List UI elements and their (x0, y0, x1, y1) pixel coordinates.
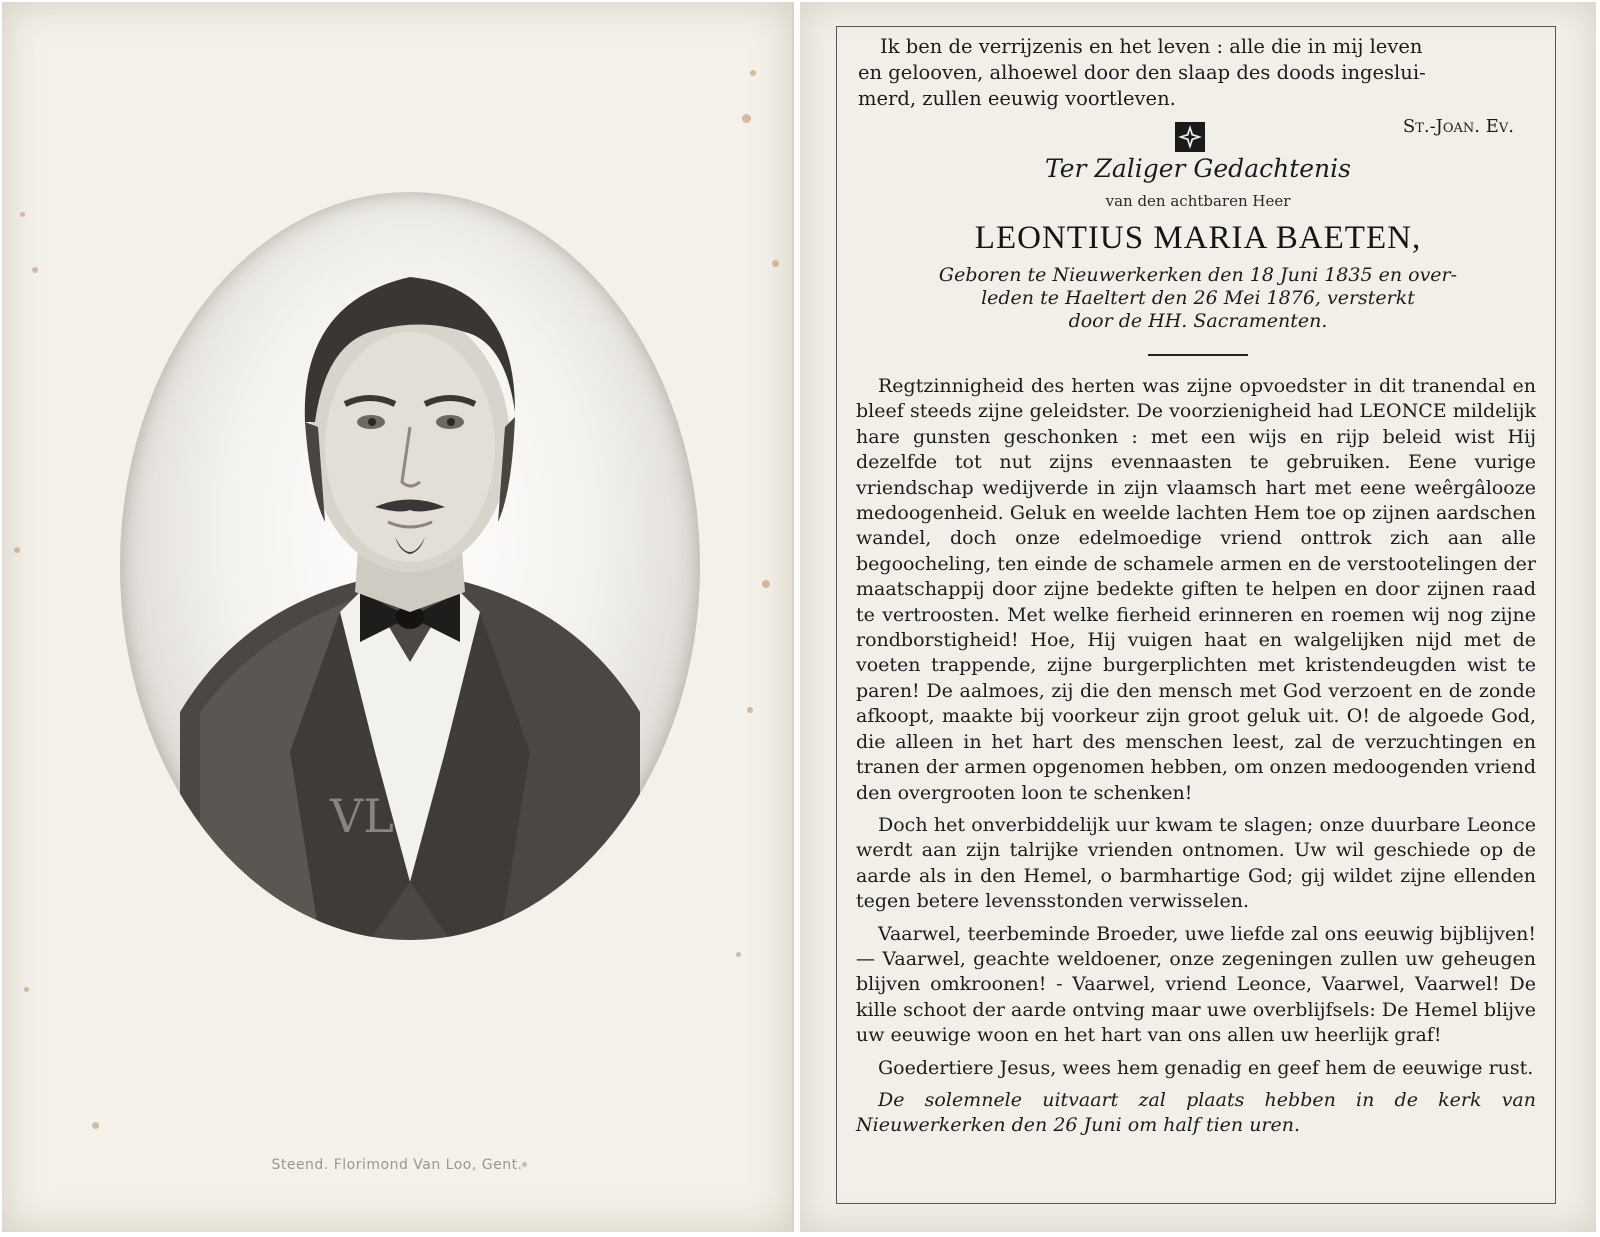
birth-death-line: door de HH. Sacramenten. (1068, 310, 1328, 332)
epigraph-line: Ik ben de verrijzenis en het leven : alle die in mij leven (880, 35, 1423, 58)
portrait-oval (120, 192, 700, 940)
birth-death-line: leden te Haeltert den 26 Mei 1876, versterkt (981, 287, 1415, 309)
divider (1148, 354, 1248, 356)
printer-credit: Steend. Florimond Van Loo, Gent. (271, 1157, 523, 1173)
birth-death-block (800, 264, 1596, 333)
portrait-image (120, 192, 700, 940)
heading: Ter Zaliger Gedachtenis (1045, 154, 1351, 183)
epigraph-line: merd, zullen eeuwig voortleven. (858, 87, 1176, 110)
cross-icon (1175, 122, 1205, 152)
text-card (800, 2, 1596, 1232)
eulogy-paragraph: Regtzinnigheid des herten was zijne opvoedster in dit tranendal en bleef steeds zijne geleidster. De voorzienigheid had LEONCE mildelijk hare gunsten geschonken : met een wijs en rijp beleid wist Hij dezelfde tot nut zijns evennaasten te gebruiken. Eene vurige vriendschap wedijverde in zijn vlaamsch hart met eene weêrgâlooze medoogenheid. Geluk en weelde lachten Hem toe op zijnen aardschen wandel, doch onze edelmoedige vriend onttrok zich aan alle begoocheling, ten einde de schamele armen en de verstootelingen der maatschappij door zijne bedekte giften te helpen en door zijnen raad te vertroosten. Met welke fierheid erinneren en roemen wij nog zijne rondborstigheid! Hoe, Hij vuigen haat en walgelijken nijd met de voeten trappende, zijne burgerplichten met kristendeugden wist te paren! De aalmoes, zij die den mensch met God verzoent en de zonde afkoopt, maakte bij voorkeur zijn groot geluk uit. O! de algoede God, die alleen in het hart des menschen leest, zal de verzuchtingen en tranen der armen opgenomen hebben, om onzen medoogenden vriend den overgrooten loon te schenken! (856, 375, 1536, 804)
eulogy-paragraph: Goedertiere Jesus, wees hem genadig en geef hem de eeuwige rust. (878, 1056, 1534, 1079)
subheading: van den achtbaren Heer (1105, 192, 1291, 210)
birth-death-line: Geboren te Nieuwerkerken den 18 Juni 1835 en over- (938, 264, 1458, 286)
eulogy-paragraph: Vaarwel, teerbeminde Broeder, uwe liefde zal ons eeuwig bijblijven! — Vaarwel, geachte weldoener, onze zegeningen zullen uw geheugen blijven omkroonen! - Vaarwel, vriend Leonce, Vaarwel, Vaarwel! De kille schoot der aarde ontving maar uwe overblijfsels: De Hemel blijve uw eeuwige woon en het hart van ons allen uw heerlijk graf! (856, 922, 1536, 1047)
eulogy-text (856, 374, 1536, 1146)
epigraph-source: St.-Joan. Ev. (1402, 116, 1514, 137)
epigraph-line: en gelooven, alhoewel door den slaap des doods ingeslui- (858, 61, 1426, 84)
deceased-name: LEONTIUS MARIA BAETEN, (974, 220, 1422, 256)
eulogy-paragraph: Doch het onverbiddelijk uur kwam te slagen; onze duurbare Leonce werdt aan zijn talrijke vrienden ontnomen. Uw wil geschiede op de aarde als in den Hemel, o barmhartige God; gij wildet zijne ellenden tegen betere levensstonden verwisselen. (856, 813, 1536, 913)
epigraph (858, 34, 1538, 137)
monogram: VL (330, 789, 394, 843)
funeral-notice: De solemnele uitvaart zal plaats hebben in de kerk van Nieuwerkerken den 26 Juni om half tien uren. (856, 1088, 1536, 1137)
portrait-card (2, 2, 794, 1232)
